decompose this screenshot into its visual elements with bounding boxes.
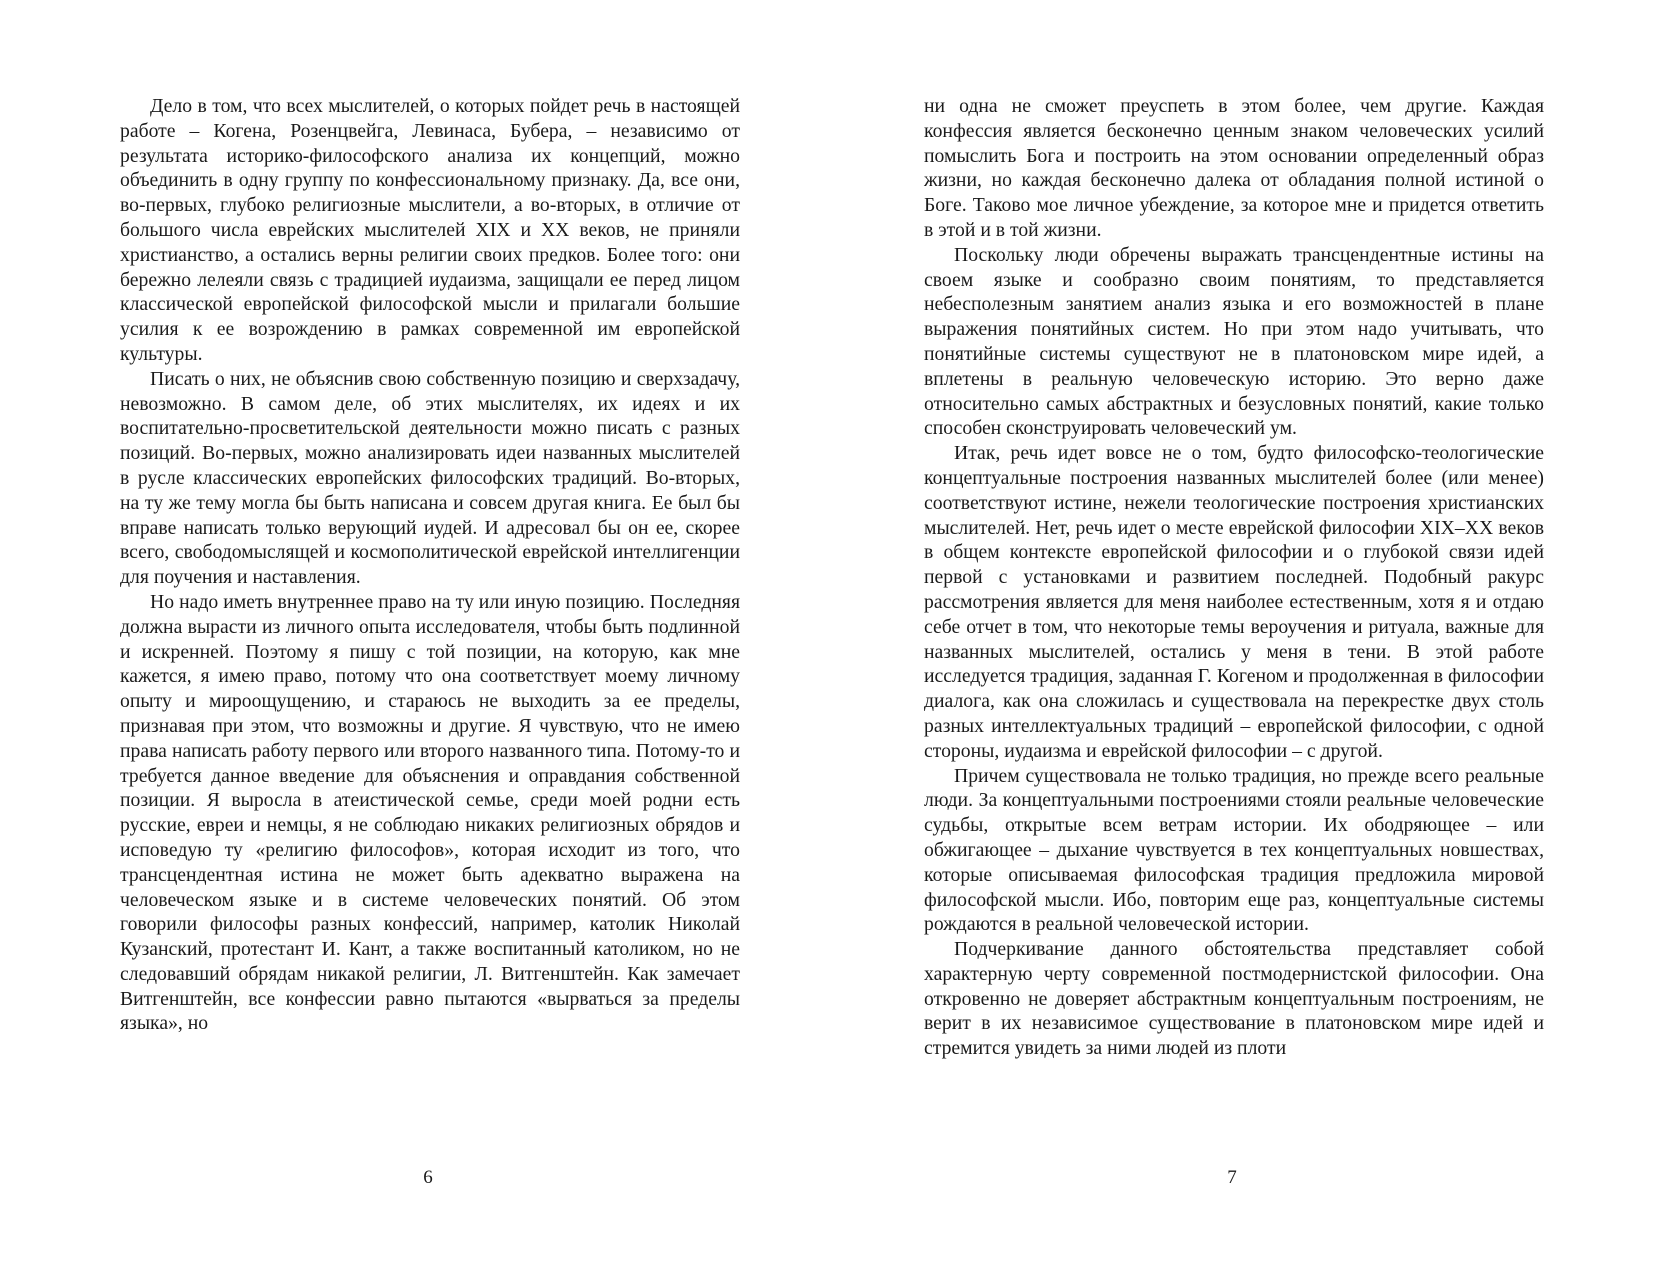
paragraph: Итак, речь идет вовсе не о том, будто философско-теологические концептуальные построения названных мыслителей более (или менее) соответствуют истине, нежели теологические построения христианских мыслителей. Нет, речь идет о месте еврейской философии XIX–XX веков в общем контексте европейской философии и о глубокой связи идей первой с установками и развитием последней. Подобный ракурс рассмотрения является для меня наиболее естественным, хотя я и отдаю себе отчет в том, что некоторые темы вероучения и ритуала, важные для названных мыслителей, остались у меня в тени. В этой работе исследуется традиция, заданная Г. Когеном и продолженная в философии диалога, как она сложилась и существовала на перекрестке двух столь разных интеллектуальных традиций – европейской философии, с одной стороны, иудаизма и еврейской философии – с другой. [924,442,1544,762]
paragraph: Писать о них, не объяснив свою собственную позицию и сверхзадачу, невозможно. В самом деле, об этих мыслителях, их идеях и их воспитательно-просветительской деятельности можно писать с разных позиций. Во-первых, можно анализировать идеи названных мыслителей в русле классических европейских философских традиций. Во-вторых, на ту же тему могла бы быть написана и совсем другая книга. Ее был бы вправе написать только верующий иудей. И адресовал бы он ее, скорее всего, свободомыслящей и космополитической еврейской интеллигенции для поучения и наставления. [120,367,740,589]
left-page-text [120,94,740,1036]
left-page [120,94,740,1036]
paragraph-continued: ни одна не сможет преуспеть в этом более, чем другие. Каждая конфессия является бесконечно ценным знаком человеческих усилий помыслить Бога и построить на этом основании определенный образ жизни, но каждая бесконечно далека от обладания полной истиной о Боге. Таково мое личное убеждение, за которое мне и придется ответить в этой и в той жизни. [924,95,1544,241]
right-page [924,94,1544,1061]
left-page-number: 6 [423,1167,433,1188]
right-page-text [924,94,1544,1061]
paragraph: Но надо иметь внутреннее право на ту или иную позицию. Последняя должна вырасти из личного опыта исследователя, чтобы быть подлинной и искренней. Поэтому я пишу с той позиции, на которую, как мне кажется, я имею право, потому что она соответствует моему личному опыту и мироощущению, и стараюсь не выходить за ее пределы, признавая при этом, что возможны и другие. Я чувствую, что не имею права написать работу первого или второго названного типа. Потому-то и требуется данное введение для объяснения и оправдания собственной позиции. Я выросла в атеистической семье, среди моей родни есть русские, евреи и немцы, я не соблюдаю никаких религиозных обрядов и исповедую ту «религию философов», которая исходит из того, что трансцендентная истина не может быть адекватно выражена на человеческом языке и в системе человеческих понятий. Об этом говорили философы разных конфессий, например, католик Николай Кузанский, протестант И. Кант, а также воспитанный католиком, но не следовавший обрядам никакой религии, Л. Витгенштейн. Как замечает Витгенштейн, все конфессии равно пытаются «вырваться за пределы языка», но [120,590,740,1035]
paragraph: Поскольку люди обречены выражать трансцендентные истины на своем языке и сообразно своим понятиям, то представляется небесполезным занятием анализ языка и его возможностей в плане выражения понятийных систем. Но при этом надо учитывать, что понятийные системы существуют не в платоновском мире идей, а вплетены в реальную человеческую историю. Это верно даже относительно самых абстрактных и безусловных понятий, какие только способен сконструировать человеческий ум. [924,243,1544,440]
paragraph: Подчеркивание данного обстоятельства представляет собой характерную черту современной постмодернистской философии. Она откровенно не доверяет абстрактным концептуальным построениям, не верит в их независимое существование в платоновском мире идей и стремится увидеть за ними людей из плоти [924,938,1544,1060]
paragraph: Дело в том, что всех мыслителей, о которых пойдет речь в настоящей работе – Когена, Розенцвейга, Левинаса, Бубера, – независимо от результата историко-философского анализа их концепций, можно объединить в одну группу по конфессиональному признаку. Да, все они, во-первых, глубоко религиозные мыслители, а во-вторых, в отличие от большого числа еврейских мыслителей XIX и XX веков, не приняли христианство, а остались верны религии своих предков. Более того: они бережно лелеяли связь с традицией иудаизма, защищали ее перед лицом классической европейской философской мысли и прилагали большие усилия к ее возрождению в рамках современной им европейской культуры. [120,95,740,365]
paragraph: Причем существовала не только традиция, но прежде всего реальные люди. За концептуальными построениями стояли реальные человеческие судьбы, открытые всем ветрам истории. Их ободряющее – или обжигающее – дыхание чувствуется в тех концептуальных новшествах, которые описываемая философская традиция предложила мировой философской мысли. Ибо, повторим еще раз, концептуальные системы рождаются в реальной человеческой истории. [924,764,1544,936]
right-page-number: 7 [1227,1167,1237,1188]
